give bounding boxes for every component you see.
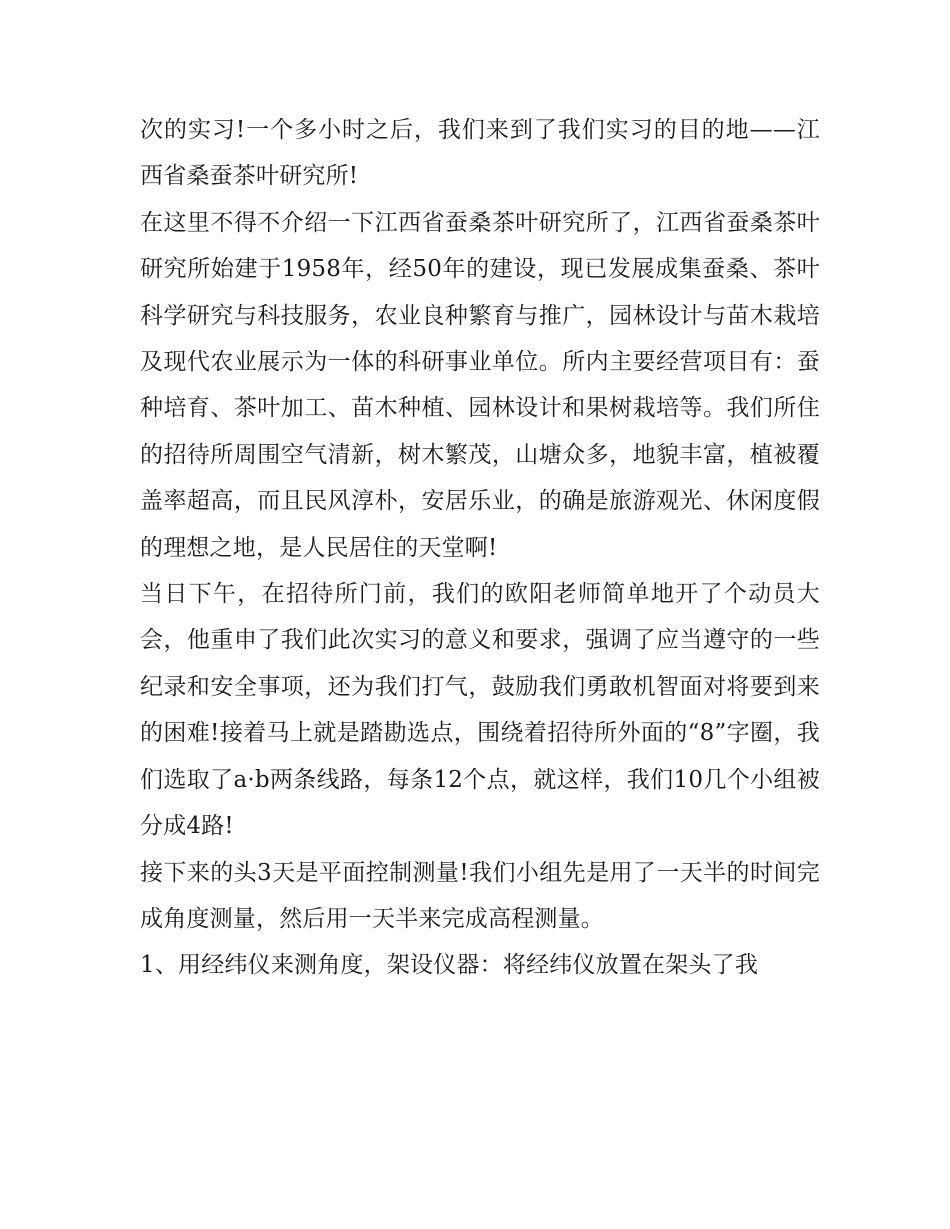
paragraph-5: 1、用经纬仪来测角度，架设仪器：将经纬仪放置在架头了我 [140,952,759,979]
paragraph-1: 次的实习!一个多小时之后，我们来到了我们实习的目的地——江西省桑蚕茶叶研究所! [140,117,820,190]
document-page [140,107,820,989]
paragraph-2: 在这里不得不介绍一下江西省蚕桑茶叶研究所了，江西省蚕桑茶叶研究所始建于1958年，经50年的建设，现已发展成集蚕桑、茶叶科学研究与科技服务，农业良种繁育与推广，园林设计与苗木栽培及现代农业展示为一体的科研事业单位。所内主要经营项目有：蚕种培育、茶叶加工、苗木种植、园林设计和果树栽培等。我们所住的招待所周围空气清新，树木繁茂，山塘众多，地貌丰富，植被覆盖率超高，而且民风淳朴，安居乐业，的确是旅游观光、休闲度假的理想之地，是人民居住的天堂啊! [140,209,820,561]
paragraph-3: 当日下午，在招待所门前，我们的欧阳老师简单地开了个动员大会，他重申了我们此次实习的意义和要求，强调了应当遵守的一些纪录和安全事项，还为我们打气，鼓励我们勇敢机智面对将要到来的困难!接着马上就是踏勘选点，围绕着招待所外面的“8”字圈，我们选取了a·b两条线路，每条12个点，就这样，我们10几个小组被分成4路! [140,581,820,840]
paragraph-4: 接下来的头3天是平面控制测量!我们小组先是用了一天半的时间完成角度测量，然后用一天半来完成高程测量。 [140,859,820,932]
